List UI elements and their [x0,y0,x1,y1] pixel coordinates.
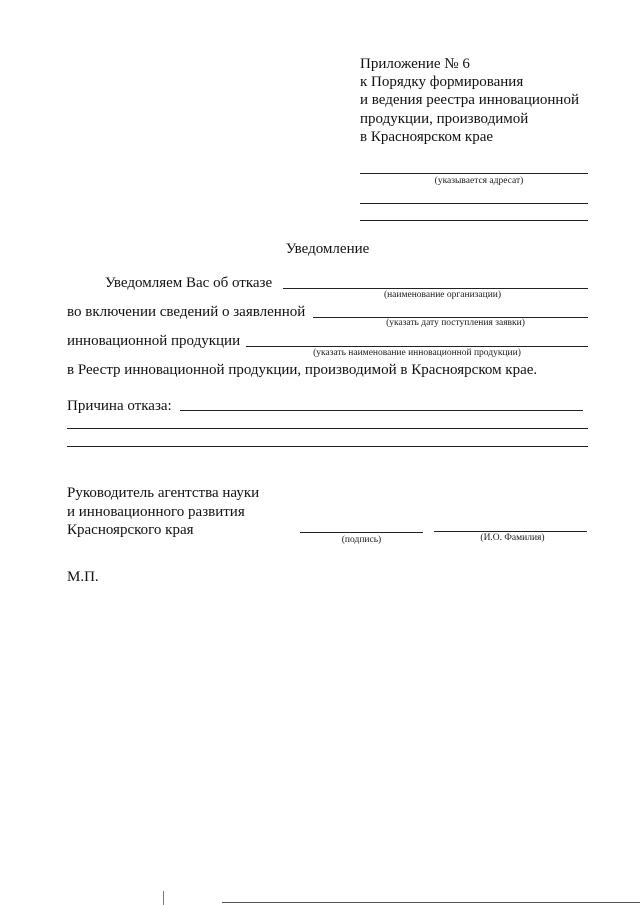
appendix-line: продукции, производимой [360,110,529,127]
document-title: Уведомление [285,241,370,257]
addressee-line [360,203,588,204]
product-name-caption: (указать наименование инновационной продукции) [313,348,521,358]
signature-line [300,532,423,533]
appendix-line: и ведения реестра инновационной [360,92,579,109]
signatory-line: и инновационного развития [67,503,245,520]
stamp-place: М.П. [67,569,99,585]
name-caption: (И.О. Фамилия) [480,533,545,543]
organization-caption: (наименование организации) [383,290,502,300]
appendix-header [360,55,579,146]
addressee-line [360,220,588,221]
reason-line [67,428,588,429]
reason-label: Причина отказа: [67,398,172,414]
scan-edge-line [222,902,640,903]
addressee-line [360,173,588,174]
scan-mark [163,891,164,905]
notice-text: Уведомляем Вас об отказе [105,275,273,291]
application-date-caption: (указать дату поступления заявки) [386,318,525,328]
reason-line [180,410,583,411]
signatory-line: Красноярского края [67,522,194,538]
notice-text: в Реестр инновационной продукции, производимой в Красноярском крае. [67,362,538,378]
appendix-number: Приложение № 6 [360,56,470,72]
notice-text: во включении сведений о заявленной [67,304,306,320]
signatory-line: Руководитель агентства науки [67,485,260,501]
signature-caption: (подпись) [341,535,382,545]
appendix-line: в Красноярском крае [360,128,494,145]
name-line [434,531,587,532]
reason-line [67,446,588,447]
notice-text: инновационной продукции [67,333,241,349]
addressee-caption: (указывается адресат) [434,176,524,186]
appendix-line: к Порядку формирования [360,74,524,91]
signatory-title [67,484,259,540]
product-name-line [246,346,588,347]
organization-line [283,288,588,289]
